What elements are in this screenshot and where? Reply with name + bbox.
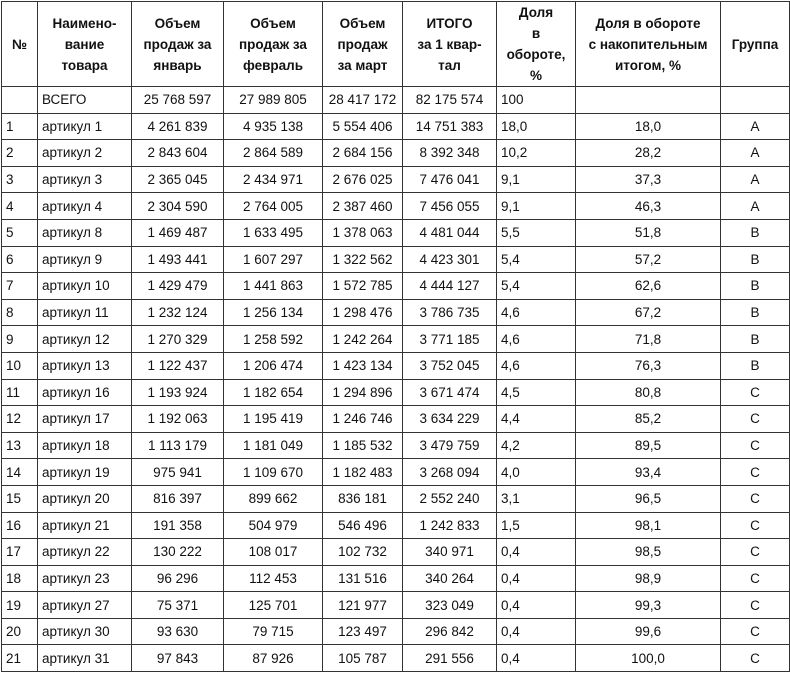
table-row <box>2 299 790 326</box>
cell-sales-january: 1 113 179 <box>132 432 224 459</box>
cell-turnover-share: 4,2 <box>497 432 576 459</box>
cell-number: 14 <box>2 459 38 486</box>
cell-turnover-share: 9,1 <box>497 166 576 193</box>
table-row <box>2 539 790 566</box>
cell-cumulative-share: 85,2 <box>576 406 721 433</box>
cell-sales-february: 4 935 138 <box>224 113 323 140</box>
cell-cumulative-share <box>576 87 721 114</box>
cell-sales-january: 97 843 <box>132 645 224 672</box>
cell-group <box>721 87 790 114</box>
cell-sales-january: 2 365 045 <box>132 166 224 193</box>
cell-quarter-total: 3 634 229 <box>403 406 497 433</box>
cell-sales-march: 1 322 562 <box>323 246 403 273</box>
cell-product-name: артикул 10 <box>38 273 132 300</box>
cell-sales-february: 1 441 863 <box>224 273 323 300</box>
cell-sales-march: 836 181 <box>323 485 403 512</box>
cell-sales-march: 123 497 <box>323 618 403 645</box>
cell-number: 3 <box>2 166 38 193</box>
cell-turnover-share: 100 <box>497 87 576 114</box>
cell-group: C <box>721 406 790 433</box>
cell-number <box>2 87 38 114</box>
cell-turnover-share: 4,6 <box>497 326 576 353</box>
cell-sales-march: 1 572 785 <box>323 273 403 300</box>
cell-sales-march: 1 378 063 <box>323 219 403 246</box>
cell-group: C <box>721 565 790 592</box>
cell-sales-february: 87 926 <box>224 645 323 672</box>
table-row <box>2 246 790 273</box>
cell-number: 18 <box>2 565 38 592</box>
cell-product-name: артикул 31 <box>38 645 132 672</box>
cell-quarter-total: 4 423 301 <box>403 246 497 273</box>
header-cumulative-share: Доля в обороте с накопительным итогом, % <box>576 2 721 87</box>
cell-cumulative-share: 100,0 <box>576 645 721 672</box>
table-row <box>2 592 790 619</box>
cell-sales-january: 93 630 <box>132 618 224 645</box>
cell-quarter-total: 340 971 <box>403 539 497 566</box>
cell-sales-january: 1 469 487 <box>132 219 224 246</box>
cell-sales-march: 131 516 <box>323 565 403 592</box>
cell-number: 11 <box>2 379 38 406</box>
cell-sales-january: 1 122 437 <box>132 352 224 379</box>
cell-quarter-total: 1 242 833 <box>403 512 497 539</box>
cell-sales-march: 1 298 476 <box>323 299 403 326</box>
cell-turnover-share: 4,4 <box>497 406 576 433</box>
cell-group: A <box>721 140 790 167</box>
cell-cumulative-share: 18,0 <box>576 113 721 140</box>
cell-sales-march: 121 977 <box>323 592 403 619</box>
cell-quarter-total: 82 175 574 <box>403 87 497 114</box>
cell-sales-march: 546 496 <box>323 512 403 539</box>
table-row <box>2 379 790 406</box>
table-row <box>2 166 790 193</box>
cell-sales-march: 1 246 746 <box>323 406 403 433</box>
cell-cumulative-share: 71,8 <box>576 326 721 353</box>
cell-sales-march: 5 554 406 <box>323 113 403 140</box>
cell-quarter-total: 340 264 <box>403 565 497 592</box>
cell-sales-january: 1 232 124 <box>132 299 224 326</box>
cell-sales-january: 2 304 590 <box>132 193 224 220</box>
cell-number: 13 <box>2 432 38 459</box>
table-header <box>2 2 790 87</box>
header-group: Группа <box>721 2 790 87</box>
cell-number: 1 <box>2 113 38 140</box>
cell-sales-february: 2 764 005 <box>224 193 323 220</box>
cell-sales-february: 1 109 670 <box>224 459 323 486</box>
cell-turnover-share: 9,1 <box>497 193 576 220</box>
cell-sales-january: 130 222 <box>132 539 224 566</box>
abc-analysis-table <box>1 1 790 672</box>
header-quarter-total: ИТОГО за 1 квар- тал <box>403 2 497 87</box>
cell-group: C <box>721 379 790 406</box>
table-row <box>2 406 790 433</box>
cell-cumulative-share: 28,2 <box>576 140 721 167</box>
table-row <box>2 219 790 246</box>
cell-cumulative-share: 99,3 <box>576 592 721 619</box>
cell-turnover-share: 0,4 <box>497 592 576 619</box>
cell-cumulative-share: 67,2 <box>576 299 721 326</box>
table-row <box>2 618 790 645</box>
cell-sales-january: 96 296 <box>132 565 224 592</box>
table-row <box>2 113 790 140</box>
cell-cumulative-share: 98,5 <box>576 539 721 566</box>
cell-cumulative-share: 93,4 <box>576 459 721 486</box>
cell-sales-february: 1 206 474 <box>224 352 323 379</box>
cell-group: B <box>721 352 790 379</box>
cell-cumulative-share: 80,8 <box>576 379 721 406</box>
cell-product-name: артикул 4 <box>38 193 132 220</box>
cell-group: C <box>721 618 790 645</box>
cell-product-name: артикул 30 <box>38 618 132 645</box>
cell-quarter-total: 3 752 045 <box>403 352 497 379</box>
cell-sales-february: 27 989 805 <box>224 87 323 114</box>
cell-number: 20 <box>2 618 38 645</box>
cell-cumulative-share: 98,1 <box>576 512 721 539</box>
cell-product-name: артикул 3 <box>38 166 132 193</box>
cell-sales-february: 899 662 <box>224 485 323 512</box>
cell-group: C <box>721 592 790 619</box>
cell-sales-march: 1 423 134 <box>323 352 403 379</box>
cell-sales-february: 108 017 <box>224 539 323 566</box>
cell-number: 9 <box>2 326 38 353</box>
table-row <box>2 326 790 353</box>
header-sales-march: Объем продаж за март <box>323 2 403 87</box>
cell-cumulative-share: 99,6 <box>576 618 721 645</box>
cell-number: 19 <box>2 592 38 619</box>
cell-number: 7 <box>2 273 38 300</box>
header-row <box>2 2 790 87</box>
cell-product-name: артикул 9 <box>38 246 132 273</box>
header-number: № <box>2 2 38 87</box>
cell-turnover-share: 0,4 <box>497 618 576 645</box>
cell-sales-february: 504 979 <box>224 512 323 539</box>
cell-quarter-total: 3 479 759 <box>403 432 497 459</box>
cell-number: 10 <box>2 352 38 379</box>
cell-quarter-total: 3 786 735 <box>403 299 497 326</box>
cell-sales-january: 1 493 441 <box>132 246 224 273</box>
cell-cumulative-share: 98,9 <box>576 565 721 592</box>
table-row <box>2 645 790 672</box>
cell-turnover-share: 5,4 <box>497 273 576 300</box>
table-row <box>2 273 790 300</box>
cell-cumulative-share: 76,3 <box>576 352 721 379</box>
table-row <box>2 512 790 539</box>
cell-turnover-share: 0,4 <box>497 565 576 592</box>
cell-quarter-total: 8 392 348 <box>403 140 497 167</box>
cell-sales-february: 1 633 495 <box>224 219 323 246</box>
table-row <box>2 352 790 379</box>
cell-product-name: артикул 23 <box>38 565 132 592</box>
cell-sales-february: 79 715 <box>224 618 323 645</box>
total-row <box>2 87 790 114</box>
cell-sales-march: 105 787 <box>323 645 403 672</box>
table-row <box>2 193 790 220</box>
cell-sales-january: 1 429 479 <box>132 273 224 300</box>
cell-quarter-total: 3 771 185 <box>403 326 497 353</box>
cell-number: 21 <box>2 645 38 672</box>
cell-turnover-share: 10,2 <box>497 140 576 167</box>
table-row <box>2 565 790 592</box>
cell-group: C <box>721 512 790 539</box>
cell-sales-march: 1 182 483 <box>323 459 403 486</box>
cell-sales-february: 1 258 592 <box>224 326 323 353</box>
table-row <box>2 485 790 512</box>
cell-number: 16 <box>2 512 38 539</box>
cell-quarter-total: 323 049 <box>403 592 497 619</box>
cell-sales-march: 2 387 460 <box>323 193 403 220</box>
cell-cumulative-share: 89,5 <box>576 432 721 459</box>
cell-product-name: артикул 12 <box>38 326 132 353</box>
cell-turnover-share: 3,1 <box>497 485 576 512</box>
cell-sales-february: 1 182 654 <box>224 379 323 406</box>
cell-product-name: артикул 27 <box>38 592 132 619</box>
cell-turnover-share: 5,4 <box>497 246 576 273</box>
cell-product-name: ВСЕГО <box>38 87 132 114</box>
cell-cumulative-share: 57,2 <box>576 246 721 273</box>
header-sales-january: Объем продаж за январь <box>132 2 224 87</box>
cell-product-name: артикул 2 <box>38 140 132 167</box>
cell-sales-february: 2 434 971 <box>224 166 323 193</box>
cell-group: B <box>721 299 790 326</box>
cell-product-name: артикул 11 <box>38 299 132 326</box>
cell-sales-january: 75 371 <box>132 592 224 619</box>
cell-sales-january: 816 397 <box>132 485 224 512</box>
cell-sales-january: 975 941 <box>132 459 224 486</box>
cell-cumulative-share: 46,3 <box>576 193 721 220</box>
cell-sales-march: 2 684 156 <box>323 140 403 167</box>
cell-group: A <box>721 113 790 140</box>
cell-quarter-total: 3 268 094 <box>403 459 497 486</box>
cell-group: A <box>721 193 790 220</box>
cell-product-name: артикул 21 <box>38 512 132 539</box>
cell-quarter-total: 2 552 240 <box>403 485 497 512</box>
cell-cumulative-share: 62,6 <box>576 273 721 300</box>
cell-turnover-share: 1,5 <box>497 512 576 539</box>
cell-product-name: артикул 19 <box>38 459 132 486</box>
cell-number: 4 <box>2 193 38 220</box>
cell-sales-january: 191 358 <box>132 512 224 539</box>
cell-product-name: артикул 17 <box>38 406 132 433</box>
cell-product-name: артикул 1 <box>38 113 132 140</box>
cell-sales-march: 1 185 532 <box>323 432 403 459</box>
cell-sales-january: 1 193 924 <box>132 379 224 406</box>
cell-turnover-share: 4,5 <box>497 379 576 406</box>
cell-product-name: артикул 18 <box>38 432 132 459</box>
cell-sales-february: 1 181 049 <box>224 432 323 459</box>
cell-group: B <box>721 326 790 353</box>
cell-sales-january: 1 270 329 <box>132 326 224 353</box>
cell-sales-february: 2 864 589 <box>224 140 323 167</box>
cell-group: B <box>721 219 790 246</box>
cell-sales-january: 1 192 063 <box>132 406 224 433</box>
cell-sales-february: 1 256 134 <box>224 299 323 326</box>
cell-number: 12 <box>2 406 38 433</box>
cell-product-name: артикул 16 <box>38 379 132 406</box>
cell-group: C <box>721 539 790 566</box>
cell-product-name: артикул 13 <box>38 352 132 379</box>
cell-cumulative-share: 51,8 <box>576 219 721 246</box>
cell-number: 17 <box>2 539 38 566</box>
table-row <box>2 140 790 167</box>
cell-sales-february: 1 195 419 <box>224 406 323 433</box>
cell-sales-march: 1 242 264 <box>323 326 403 353</box>
cell-quarter-total: 296 842 <box>403 618 497 645</box>
cell-sales-march: 2 676 025 <box>323 166 403 193</box>
cell-turnover-share: 4,0 <box>497 459 576 486</box>
cell-sales-january: 2 843 604 <box>132 140 224 167</box>
cell-turnover-share: 4,6 <box>497 352 576 379</box>
cell-sales-march: 1 294 896 <box>323 379 403 406</box>
cell-turnover-share: 4,6 <box>497 299 576 326</box>
cell-quarter-total: 291 556 <box>403 645 497 672</box>
cell-cumulative-share: 37,3 <box>576 166 721 193</box>
cell-quarter-total: 14 751 383 <box>403 113 497 140</box>
cell-group: C <box>721 485 790 512</box>
cell-sales-january: 4 261 839 <box>132 113 224 140</box>
cell-sales-march: 28 417 172 <box>323 87 403 114</box>
cell-number: 6 <box>2 246 38 273</box>
cell-number: 15 <box>2 485 38 512</box>
table-row <box>2 459 790 486</box>
cell-quarter-total: 7 456 055 <box>403 193 497 220</box>
cell-cumulative-share: 96,5 <box>576 485 721 512</box>
cell-sales-february: 1 607 297 <box>224 246 323 273</box>
cell-product-name: артикул 8 <box>38 219 132 246</box>
cell-turnover-share: 0,4 <box>497 645 576 672</box>
cell-turnover-share: 0,4 <box>497 539 576 566</box>
cell-sales-march: 102 732 <box>323 539 403 566</box>
cell-sales-february: 112 453 <box>224 565 323 592</box>
header-sales-february: Объем продаж за февраль <box>224 2 323 87</box>
cell-turnover-share: 18,0 <box>497 113 576 140</box>
header-turnover-share: Доля в обороте, % <box>497 2 576 87</box>
cell-product-name: артикул 20 <box>38 485 132 512</box>
cell-number: 8 <box>2 299 38 326</box>
cell-number: 5 <box>2 219 38 246</box>
cell-quarter-total: 4 481 044 <box>403 219 497 246</box>
cell-sales-january: 25 768 597 <box>132 87 224 114</box>
cell-quarter-total: 4 444 127 <box>403 273 497 300</box>
cell-quarter-total: 7 476 041 <box>403 166 497 193</box>
header-product-name: Наимено- вание товара <box>38 2 132 87</box>
cell-number: 2 <box>2 140 38 167</box>
cell-group: C <box>721 645 790 672</box>
cell-group: C <box>721 459 790 486</box>
cell-group: C <box>721 432 790 459</box>
cell-group: A <box>721 166 790 193</box>
table-body <box>2 87 790 672</box>
cell-sales-february: 125 701 <box>224 592 323 619</box>
cell-product-name: артикул 22 <box>38 539 132 566</box>
cell-quarter-total: 3 671 474 <box>403 379 497 406</box>
cell-group: B <box>721 273 790 300</box>
cell-group: B <box>721 246 790 273</box>
cell-turnover-share: 5,5 <box>497 219 576 246</box>
table-row <box>2 432 790 459</box>
